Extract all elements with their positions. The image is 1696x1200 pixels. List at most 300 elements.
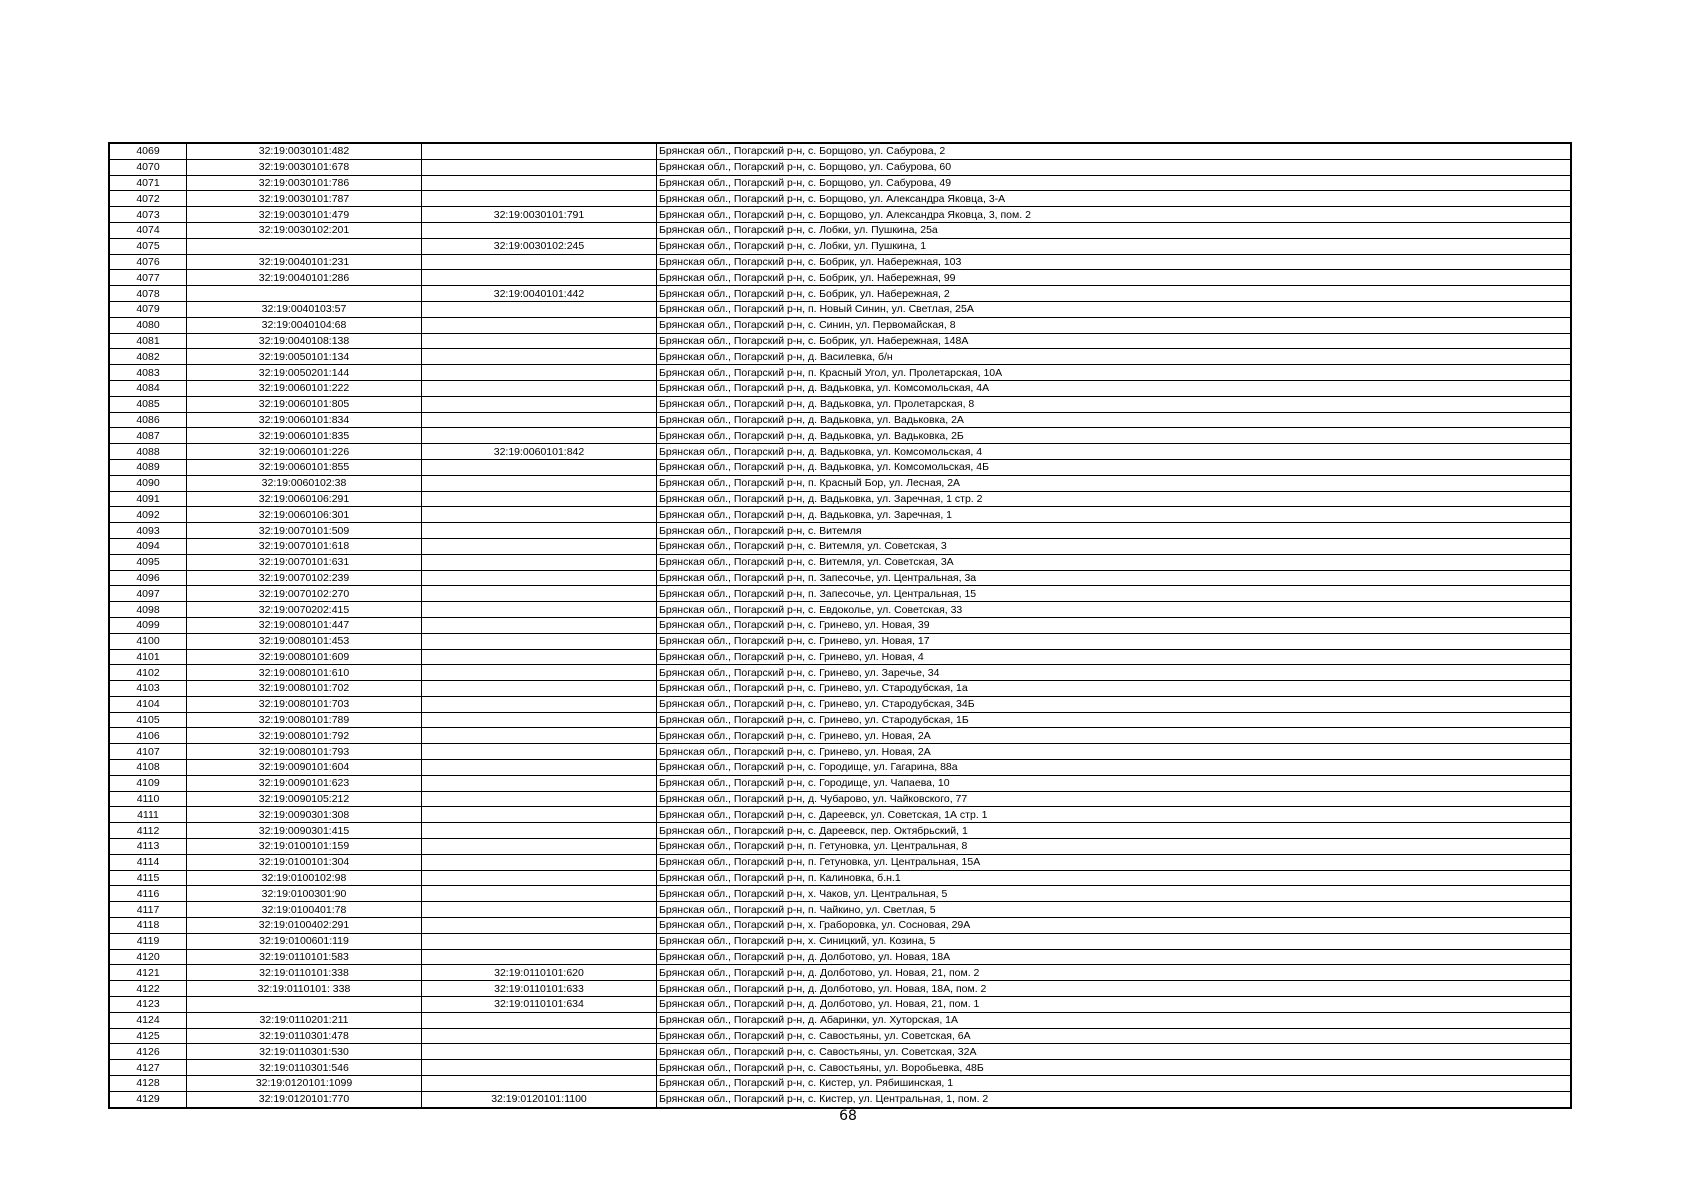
cadastral-number-cell — [187, 238, 422, 254]
second-cadastral-number-cell — [422, 633, 657, 649]
address-cell: Брянская обл., Погарский р-н, с. Витемля — [657, 523, 1571, 539]
second-cadastral-number-cell — [422, 839, 657, 855]
table-row — [110, 412, 1571, 428]
address-cell: Брянская обл., Погарский р-н, п. Красный Угол, ул. Пролетарская, 10А — [657, 365, 1571, 381]
second-cadastral-number-cell — [422, 475, 657, 491]
address-cell: Брянская обл., Погарский р-н, с. Гринево, ул. Новая, 4 — [657, 649, 1571, 665]
second-cadastral-number-cell: 32:19:0030102:245 — [422, 238, 657, 254]
row-number-cell: 4071 — [110, 175, 187, 191]
table-row — [110, 554, 1571, 570]
row-number-cell: 4084 — [110, 380, 187, 396]
cadastral-number-cell: 32:19:0080101:792 — [187, 728, 422, 744]
second-cadastral-number-cell — [422, 886, 657, 902]
cadastral-number-cell: 32:19:0060101:222 — [187, 380, 422, 396]
second-cadastral-number-cell — [422, 159, 657, 175]
second-cadastral-number-cell — [422, 222, 657, 238]
row-number-cell: 4110 — [110, 791, 187, 807]
address-cell: Брянская обл., Погарский р-н, с. Лобки, ул. Пушкина, 1 — [657, 238, 1571, 254]
second-cadastral-number-cell — [422, 617, 657, 633]
table-row — [110, 444, 1571, 460]
row-number-cell: 4096 — [110, 570, 187, 586]
table-row — [110, 807, 1571, 823]
row-number-cell: 4108 — [110, 760, 187, 776]
address-cell: Брянская обл., Погарский р-н, с. Синин, ул. Первомайская, 8 — [657, 317, 1571, 333]
second-cadastral-number-cell — [422, 175, 657, 191]
row-number-cell: 4106 — [110, 728, 187, 744]
second-cadastral-number-cell — [422, 365, 657, 381]
row-number-cell: 4124 — [110, 1012, 187, 1028]
row-number-cell: 4113 — [110, 839, 187, 855]
row-number-cell: 4069 — [110, 144, 187, 160]
address-cell: Брянская обл., Погарский р-н, д. Долботово, ул. Новая, 21, пом. 1 — [657, 997, 1571, 1013]
address-cell: Брянская обл., Погарский р-н, с. Борщово, ул. Александра Яковца, 3, пом. 2 — [657, 207, 1571, 223]
row-number-cell: 4091 — [110, 491, 187, 507]
table-row — [110, 507, 1571, 523]
table-row — [110, 191, 1571, 207]
property-table — [109, 143, 1571, 1108]
table-row — [110, 459, 1571, 475]
address-cell: Брянская обл., Погарский р-н, д. Вадьковка, ул. Комсомольская, 4А — [657, 380, 1571, 396]
second-cadastral-number-cell — [422, 665, 657, 681]
table-row — [110, 760, 1571, 776]
table-row — [110, 270, 1571, 286]
cadastral-number-cell: 32:19:0060106:291 — [187, 491, 422, 507]
row-number-cell: 4127 — [110, 1060, 187, 1076]
table-row — [110, 981, 1571, 997]
table-row — [110, 1091, 1571, 1107]
table-row — [110, 949, 1571, 965]
table-row — [110, 933, 1571, 949]
second-cadastral-number-cell — [422, 523, 657, 539]
row-number-cell: 4089 — [110, 459, 187, 475]
table-row — [110, 144, 1571, 160]
row-number-cell: 4100 — [110, 633, 187, 649]
table-row — [110, 380, 1571, 396]
address-cell: Брянская обл., Погарский р-н, д. Вадьковка, ул. Заречная, 1 — [657, 507, 1571, 523]
row-number-cell: 4094 — [110, 538, 187, 554]
address-cell: Брянская обл., Погарский р-н, с. Бобрик, ул. Набережная, 103 — [657, 254, 1571, 270]
cadastral-number-cell: 32:19:0090101:604 — [187, 760, 422, 776]
row-number-cell: 4115 — [110, 870, 187, 886]
cadastral-number-cell: 32:19:0040101:286 — [187, 270, 422, 286]
row-number-cell: 4111 — [110, 807, 187, 823]
cadastral-number-cell: 32:19:0110101:583 — [187, 949, 422, 965]
cadastral-number-cell: 32:19:0090101:623 — [187, 775, 422, 791]
row-number-cell: 4103 — [110, 681, 187, 697]
table-row — [110, 1076, 1571, 1092]
property-table-body — [110, 144, 1571, 1108]
address-cell: Брянская обл., Погарский р-н, с. Витемля, ул. Советская, 3А — [657, 554, 1571, 570]
cadastral-number-cell: 32:19:0030101:482 — [187, 144, 422, 160]
table-row — [110, 997, 1571, 1013]
address-cell: Брянская обл., Погарский р-н, с. Гринево, ул. Стародубская, 34Б — [657, 696, 1571, 712]
cadastral-number-cell: 32:19:0030101:678 — [187, 159, 422, 175]
row-number-cell: 4101 — [110, 649, 187, 665]
table-row — [110, 333, 1571, 349]
address-cell: Брянская обл., Погарский р-н, с. Борщово, ул. Сабурова, 49 — [657, 175, 1571, 191]
second-cadastral-number-cell — [422, 1076, 657, 1092]
cadastral-number-cell: 32:19:0080101:789 — [187, 712, 422, 728]
address-cell: Брянская обл., Погарский р-н, д. Вадьковка, ул. Вадьковка, 2А — [657, 412, 1571, 428]
address-cell: Брянская обл., Погарский р-н, с. Дареевск, пер. Октябрьский, 1 — [657, 823, 1571, 839]
cadastral-number-cell: 32:19:0120101:1099 — [187, 1076, 422, 1092]
second-cadastral-number-cell — [422, 870, 657, 886]
row-number-cell: 4081 — [110, 333, 187, 349]
second-cadastral-number-cell — [422, 412, 657, 428]
row-number-cell: 4087 — [110, 428, 187, 444]
row-number-cell: 4095 — [110, 554, 187, 570]
address-cell: Брянская обл., Погарский р-н, с. Савостьяны, ул. Воробьевка, 48Б — [657, 1060, 1571, 1076]
row-number-cell: 4099 — [110, 617, 187, 633]
address-cell: Брянская обл., Погарский р-н, д. Долботово, ул. Новая, 18А, пом. 2 — [657, 981, 1571, 997]
cadastral-number-cell: 32:19:0070101:631 — [187, 554, 422, 570]
second-cadastral-number-cell — [422, 760, 657, 776]
second-cadastral-number-cell — [422, 191, 657, 207]
cadastral-number-cell: 32:19:0080101:453 — [187, 633, 422, 649]
row-number-cell: 4128 — [110, 1076, 187, 1092]
cadastral-number-cell: 32:19:0080101:609 — [187, 649, 422, 665]
table-row — [110, 1028, 1571, 1044]
address-cell: Брянская обл., Погарский р-н, п. Запесочье, ул. Центральная, 3а — [657, 570, 1571, 586]
second-cadastral-number-cell — [422, 396, 657, 412]
table-row — [110, 491, 1571, 507]
row-number-cell: 4076 — [110, 254, 187, 270]
row-number-cell: 4090 — [110, 475, 187, 491]
cadastral-number-cell: 32:19:0030101:479 — [187, 207, 422, 223]
cadastral-number-cell: 32:19:0080101:793 — [187, 744, 422, 760]
cadastral-number-cell: 32:19:0100402:291 — [187, 918, 422, 934]
cadastral-number-cell: 32:19:0070102:239 — [187, 570, 422, 586]
table-row — [110, 286, 1571, 302]
second-cadastral-number-cell — [422, 728, 657, 744]
row-number-cell: 4112 — [110, 823, 187, 839]
table-row — [110, 586, 1571, 602]
second-cadastral-number-cell — [422, 807, 657, 823]
address-cell: Брянская обл., Погарский р-н, с. Борщово, ул. Александра Яковца, 3-А — [657, 191, 1571, 207]
row-number-cell: 4086 — [110, 412, 187, 428]
address-cell: Брянская обл., Погарский р-н, д. Вадьковка, ул. Пролетарская, 8 — [657, 396, 1571, 412]
cadastral-number-cell — [187, 997, 422, 1013]
cadastral-number-cell: 32:19:0070102:270 — [187, 586, 422, 602]
table-row — [110, 633, 1571, 649]
second-cadastral-number-cell — [422, 918, 657, 934]
row-number-cell: 4097 — [110, 586, 187, 602]
second-cadastral-number-cell — [422, 270, 657, 286]
second-cadastral-number-cell — [422, 1044, 657, 1060]
address-cell: Брянская обл., Погарский р-н, п. Гетуновка, ул. Центральная, 15А — [657, 854, 1571, 870]
row-number-cell: 4078 — [110, 286, 187, 302]
cadastral-number-cell: 32:19:0040101:231 — [187, 254, 422, 270]
address-cell: Брянская обл., Погарский р-н, с. Гринево, ул. Новая, 2А — [657, 744, 1571, 760]
table-row — [110, 839, 1571, 855]
row-number-cell: 4073 — [110, 207, 187, 223]
row-number-cell: 4098 — [110, 602, 187, 618]
cadastral-number-cell: 32:19:0090301:308 — [187, 807, 422, 823]
row-number-cell: 4085 — [110, 396, 187, 412]
row-number-cell: 4117 — [110, 902, 187, 918]
cadastral-number-cell: 32:19:0100301:90 — [187, 886, 422, 902]
row-number-cell: 4118 — [110, 918, 187, 934]
address-cell: Брянская обл., Погарский р-н, с. Городище, ул. Чапаева, 10 — [657, 775, 1571, 791]
row-number-cell: 4129 — [110, 1091, 187, 1107]
table-row — [110, 665, 1571, 681]
cadastral-number-cell: 32:19:0120101:770 — [187, 1091, 422, 1107]
second-cadastral-number-cell — [422, 428, 657, 444]
cadastral-number-cell: 32:19:0050101:134 — [187, 349, 422, 365]
table-row — [110, 870, 1571, 886]
cadastral-number-cell: 32:19:0030102:201 — [187, 222, 422, 238]
table-row — [110, 902, 1571, 918]
row-number-cell: 4114 — [110, 854, 187, 870]
second-cadastral-number-cell — [422, 507, 657, 523]
address-cell: Брянская обл., Погарский р-н, д. Василевка, б/н — [657, 349, 1571, 365]
table-row — [110, 1044, 1571, 1060]
cadastral-number-cell: 32:19:0080101:447 — [187, 617, 422, 633]
second-cadastral-number-cell — [422, 538, 657, 554]
cadastral-number-cell: 32:19:0060101:805 — [187, 396, 422, 412]
cadastral-number-cell: 32:19:0080101:703 — [187, 696, 422, 712]
second-cadastral-number-cell — [422, 649, 657, 665]
address-cell: Брянская обл., Погарский р-н, с. Бобрик, ул. Набережная, 2 — [657, 286, 1571, 302]
cadastral-number-cell: 32:19:0100101:304 — [187, 854, 422, 870]
cadastral-number-cell: 32:19:0090301:415 — [187, 823, 422, 839]
row-number-cell: 4075 — [110, 238, 187, 254]
table-row — [110, 523, 1571, 539]
second-cadastral-number-cell — [422, 570, 657, 586]
address-cell: Брянская обл., Погарский р-н, с. Витемля, ул. Советская, 3 — [657, 538, 1571, 554]
second-cadastral-number-cell — [422, 854, 657, 870]
cadastral-number-cell: 32:19:0100102:98 — [187, 870, 422, 886]
cadastral-number-cell: 32:19:0080101:702 — [187, 681, 422, 697]
table-row — [110, 175, 1571, 191]
address-cell: Брянская обл., Погарский р-н, п. Калиновка, б.н.1 — [657, 870, 1571, 886]
cadastral-number-cell: 32:19:0070202:415 — [187, 602, 422, 618]
table-row — [110, 475, 1571, 491]
second-cadastral-number-cell — [422, 1028, 657, 1044]
row-number-cell: 4093 — [110, 523, 187, 539]
cadastral-number-cell: 32:19:0060106:301 — [187, 507, 422, 523]
row-number-cell: 4083 — [110, 365, 187, 381]
table-row — [110, 965, 1571, 981]
table-row — [110, 1060, 1571, 1076]
address-cell: Брянская обл., Погарский р-н, д. Вадьковка, ул. Заречная, 1 стр. 2 — [657, 491, 1571, 507]
row-number-cell: 4119 — [110, 933, 187, 949]
row-number-cell: 4126 — [110, 1044, 187, 1060]
cadastral-number-cell: 32:19:0090105:212 — [187, 791, 422, 807]
cadastral-number-cell: 32:19:0110301:478 — [187, 1028, 422, 1044]
second-cadastral-number-cell — [422, 491, 657, 507]
address-cell: Брянская обл., Погарский р-н, с. Кистер, ул. Рябишинская, 1 — [657, 1076, 1571, 1092]
second-cadastral-number-cell: 32:19:0110101:633 — [422, 981, 657, 997]
second-cadastral-number-cell — [422, 602, 657, 618]
table-row — [110, 728, 1571, 744]
second-cadastral-number-cell — [422, 459, 657, 475]
row-number-cell: 4116 — [110, 886, 187, 902]
cadastral-number-cell: 32:19:0030101:786 — [187, 175, 422, 191]
row-number-cell: 4123 — [110, 997, 187, 1013]
address-cell: Брянская обл., Погарский р-н, с. Гринево, ул. Стародубская, 1Б — [657, 712, 1571, 728]
second-cadastral-number-cell — [422, 333, 657, 349]
second-cadastral-number-cell: 32:19:0030101:791 — [422, 207, 657, 223]
address-cell: Брянская обл., Погарский р-н, с. Кистер, ул. Центральная, 1, пом. 2 — [657, 1091, 1571, 1107]
row-number-cell: 4109 — [110, 775, 187, 791]
address-cell: Брянская обл., Погарский р-н, с. Бобрик, ул. Набережная, 148А — [657, 333, 1571, 349]
cadastral-number-cell: 32:19:0060101:226 — [187, 444, 422, 460]
table-row — [110, 918, 1571, 934]
address-cell: Брянская обл., Погарский р-н, х. Граборовка, ул. Сосновая, 29А — [657, 918, 1571, 934]
table-row — [110, 428, 1571, 444]
row-number-cell: 4082 — [110, 349, 187, 365]
row-number-cell: 4122 — [110, 981, 187, 997]
row-number-cell: 4079 — [110, 301, 187, 317]
second-cadastral-number-cell: 32:19:0120101:1100 — [422, 1091, 657, 1107]
table-row — [110, 222, 1571, 238]
cadastral-number-cell — [187, 286, 422, 302]
second-cadastral-number-cell — [422, 949, 657, 965]
address-cell: Брянская обл., Погарский р-н, п. Красный Бор, ул. Лесная, 2А — [657, 475, 1571, 491]
row-number-cell: 4107 — [110, 744, 187, 760]
cadastral-number-cell: 32:19:0050201:144 — [187, 365, 422, 381]
address-cell: Брянская обл., Погарский р-н, с. Савостьяны, ул. Советская, 6А — [657, 1028, 1571, 1044]
address-cell: Брянская обл., Погарский р-н, д. Долботово, ул. Новая, 21, пом. 2 — [657, 965, 1571, 981]
row-number-cell: 4080 — [110, 317, 187, 333]
table-row — [110, 317, 1571, 333]
address-cell: Брянская обл., Погарский р-н, с. Борщово, ул. Сабурова, 60 — [657, 159, 1571, 175]
second-cadastral-number-cell — [422, 696, 657, 712]
table-row — [110, 775, 1571, 791]
row-number-cell: 4077 — [110, 270, 187, 286]
cadastral-number-cell: 32:19:0110101:338 — [187, 965, 422, 981]
table-row — [110, 396, 1571, 412]
address-cell: Брянская обл., Погарский р-н, с. Гринево, ул. Стародубская, 1а — [657, 681, 1571, 697]
cadastral-number-cell: 32:19:0060102:38 — [187, 475, 422, 491]
cadastral-number-cell: 32:19:0110101: 338 — [187, 981, 422, 997]
address-cell: Брянская обл., Погарский р-н, д. Чубарово, ул. Чайковского, 77 — [657, 791, 1571, 807]
cadastral-number-cell: 32:19:0070101:509 — [187, 523, 422, 539]
row-number-cell: 4102 — [110, 665, 187, 681]
address-cell: Брянская обл., Погарский р-н, д. Вадьковка, ул. Комсомольская, 4Б — [657, 459, 1571, 475]
row-number-cell: 4104 — [110, 696, 187, 712]
cadastral-number-cell: 32:19:0060101:834 — [187, 412, 422, 428]
row-number-cell: 4125 — [110, 1028, 187, 1044]
address-cell: Брянская обл., Погарский р-н, с. Дареевск, ул. Советская, 1А стр. 1 — [657, 807, 1571, 823]
second-cadastral-number-cell — [422, 712, 657, 728]
table-row — [110, 617, 1571, 633]
second-cadastral-number-cell — [422, 554, 657, 570]
row-number-cell: 4070 — [110, 159, 187, 175]
address-cell: Брянская обл., Погарский р-н, с. Гринево, ул. Новая, 17 — [657, 633, 1571, 649]
second-cadastral-number-cell — [422, 1012, 657, 1028]
address-cell: Брянская обл., Погарский р-н, п. Запесочье, ул. Центральная, 15 — [657, 586, 1571, 602]
address-cell: Брянская обл., Погарский р-н, с. Савостьяны, ул. Советская, 32А — [657, 1044, 1571, 1060]
cadastral-number-cell: 32:19:0070101:618 — [187, 538, 422, 554]
address-cell: Брянская обл., Погарский р-н, п. Новый Синин, ул. Светлая, 25А — [657, 301, 1571, 317]
second-cadastral-number-cell — [422, 775, 657, 791]
second-cadastral-number-cell — [422, 933, 657, 949]
second-cadastral-number-cell — [422, 301, 657, 317]
cadastral-number-cell: 32:19:0040108:138 — [187, 333, 422, 349]
address-cell: Брянская обл., Погарский р-н, д. Долботово, ул. Новая, 18А — [657, 949, 1571, 965]
table-row — [110, 538, 1571, 554]
cadastral-number-cell: 32:19:0080101:610 — [187, 665, 422, 681]
address-cell: Брянская обл., Погарский р-н, с. Евдоколье, ул. Советская, 33 — [657, 602, 1571, 618]
second-cadastral-number-cell: 32:19:0110101:620 — [422, 965, 657, 981]
page-number: 68 — [839, 1108, 857, 1124]
cadastral-number-cell: 32:19:0060101:855 — [187, 459, 422, 475]
second-cadastral-number-cell — [422, 349, 657, 365]
table-row — [110, 791, 1571, 807]
cadastral-number-cell: 32:19:0030101:787 — [187, 191, 422, 207]
table-row — [110, 886, 1571, 902]
table-row — [110, 365, 1571, 381]
address-cell: Брянская обл., Погарский р-н, с. Гринево, ул. Новая, 2А — [657, 728, 1571, 744]
table-row — [110, 696, 1571, 712]
cadastral-number-cell: 32:19:0100101:159 — [187, 839, 422, 855]
table-row — [110, 649, 1571, 665]
cadastral-number-cell: 32:19:0110301:546 — [187, 1060, 422, 1076]
cadastral-number-cell: 32:19:0110201:211 — [187, 1012, 422, 1028]
table-row — [110, 570, 1571, 586]
table-row — [110, 712, 1571, 728]
table-row — [110, 681, 1571, 697]
row-number-cell: 4072 — [110, 191, 187, 207]
address-cell: Брянская обл., Погарский р-н, п. Гетуновка, ул. Центральная, 8 — [657, 839, 1571, 855]
address-cell: Брянская обл., Погарский р-н, с. Бобрик, ул. Набережная, 99 — [657, 270, 1571, 286]
table-row — [110, 854, 1571, 870]
second-cadastral-number-cell — [422, 744, 657, 760]
second-cadastral-number-cell — [422, 254, 657, 270]
cadastral-number-cell: 32:19:0110301:530 — [187, 1044, 422, 1060]
address-cell: Брянская обл., Погарский р-н, с. Гринево, ул. Заречье, 34 — [657, 665, 1571, 681]
table-row — [110, 744, 1571, 760]
cadastral-number-cell: 32:19:0040103:57 — [187, 301, 422, 317]
second-cadastral-number-cell — [422, 144, 657, 160]
address-cell: Брянская обл., Погарский р-н, с. Гринево, ул. Новая, 39 — [657, 617, 1571, 633]
second-cadastral-number-cell — [422, 791, 657, 807]
second-cadastral-number-cell: 32:19:0110101:634 — [422, 997, 657, 1013]
table-row — [110, 159, 1571, 175]
address-cell: Брянская обл., Погарский р-н, х. Синицкий, ул. Козина, 5 — [657, 933, 1571, 949]
table-row — [110, 207, 1571, 223]
second-cadastral-number-cell: 32:19:0040101:442 — [422, 286, 657, 302]
second-cadastral-number-cell — [422, 823, 657, 839]
cadastral-number-cell: 32:19:0060101:835 — [187, 428, 422, 444]
address-cell: Брянская обл., Погарский р-н, с. Лобки, ул. Пушкина, 25а — [657, 222, 1571, 238]
table-row — [110, 1012, 1571, 1028]
second-cadastral-number-cell — [422, 317, 657, 333]
row-number-cell: 4121 — [110, 965, 187, 981]
table-row — [110, 349, 1571, 365]
table-row — [110, 602, 1571, 618]
second-cadastral-number-cell — [422, 1060, 657, 1076]
address-cell: Брянская обл., Погарский р-н, с. Борщово, ул. Сабурова, 2 — [657, 144, 1571, 160]
second-cadastral-number-cell — [422, 380, 657, 396]
row-number-cell: 4120 — [110, 949, 187, 965]
cadastral-number-cell: 32:19:0100601:119 — [187, 933, 422, 949]
address-cell: Брянская обл., Погарский р-н, д. Абаринки, ул. Хуторская, 1А — [657, 1012, 1571, 1028]
cadastral-number-cell: 32:19:0100401:78 — [187, 902, 422, 918]
address-cell: Брянская обл., Погарский р-н, д. Вадьковка, ул. Комсомольская, 4 — [657, 444, 1571, 460]
table-row — [110, 238, 1571, 254]
table-row — [110, 301, 1571, 317]
row-number-cell: 4074 — [110, 222, 187, 238]
address-cell: Брянская обл., Погарский р-н, с. Городище, ул. Гагарина, 88а — [657, 760, 1571, 776]
address-cell: Брянская обл., Погарский р-н, п. Чайкино, ул. Светлая, 5 — [657, 902, 1571, 918]
cadastral-number-cell: 32:19:0040104:68 — [187, 317, 422, 333]
second-cadastral-number-cell — [422, 586, 657, 602]
row-number-cell: 4105 — [110, 712, 187, 728]
row-number-cell: 4092 — [110, 507, 187, 523]
